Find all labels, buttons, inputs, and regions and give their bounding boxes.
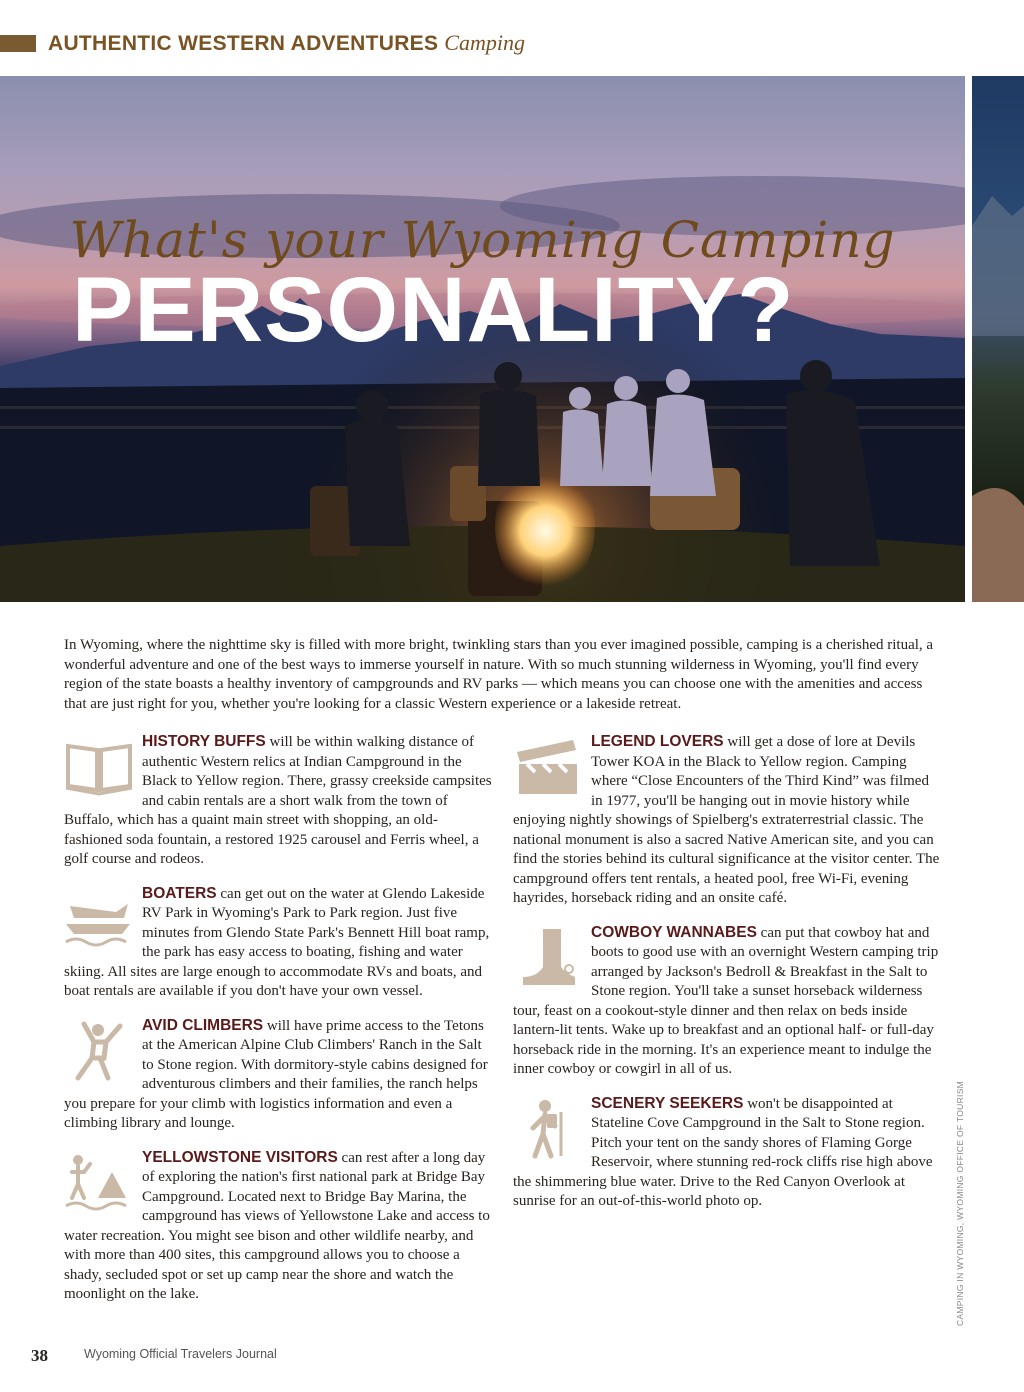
yellowstone-visitors-text: can rest after a long day of exploring the nation's first national park at Bridge Bay Campground. Located next to Bridge Bay Marina, the campground has views of Yellowstone Lake and access to water recreation. You might see bison and other wildlife nearby, and with more than 400 sites, this campground allows you to choose a shady, secluded spot or set up camp near the shore and watch the moonlight on the lake. — [64, 1149, 490, 1302]
adjacent-photo-strip — [972, 76, 1024, 602]
section-header — [48, 30, 525, 56]
header-accent-bar — [0, 35, 36, 52]
adjacent-photo-illustration — [972, 76, 1024, 602]
clapperboard-icon — [513, 736, 583, 798]
section-avid-climbers — [64, 1016, 494, 1134]
section-subtitle: Camping — [444, 30, 525, 55]
hero-photo-campfire — [0, 76, 965, 602]
photo-credit: CAMPING IN WYOMING, WYOMING OFFICE OF TOURISM — [955, 1080, 965, 1326]
page-number: 38 — [31, 1346, 48, 1365]
legend-lovers-title: LEGEND LOVERS — [591, 733, 724, 750]
section-boaters — [64, 884, 494, 1002]
hero-script-title: What's your Wyoming Camping — [69, 211, 896, 269]
section-scenery-seekers — [513, 1094, 943, 1212]
publication-name: Wyoming Official Travelers Journal — [84, 1347, 277, 1361]
book-icon — [64, 736, 134, 798]
section-cowboy-wannabes — [513, 923, 943, 1080]
boat-icon — [64, 888, 134, 950]
intro-paragraph: In Wyoming, where the nighttime sky is filled with more bright, twinkling stars than you ever imagined possible, camping is a cherished ritual, a wonderful adventure and one of the best ways to immerse yourself in nature. With so much stunning wilderness in Wyoming, you'll find every region of the state boasts a healthy inventory of campgrounds and RV parks — which means you can choose one with the amenities and access that are just right for you, whether you're looking for a classic Western experience or a lakeside retreat. — [64, 637, 934, 712]
avid-climbers-text: will have prime access to the Tetons at the American Alpine Club Climbers' Ranch in the Salt to Stone region. With dormitory-style cabins designed for adventurous climbers and their families, the ranch helps you prepare for your climb with logistics information and even a climbing library and lounge. — [64, 1017, 488, 1131]
section-history-buffs — [64, 732, 494, 870]
section-legend-lovers — [513, 732, 943, 909]
boaters-title: BOATERS — [142, 884, 217, 902]
scenery-seekers-text: won't be disappointed at Stateline Cove Campground in the Salt to Stone region. Pitch your tent on the sandy shores of Flaming Gorge Reservoir, where stunning red-rock cliffs rise high above the shimmering blue water. Drive to the Red Canyon Overlook at sunrise for an out-of-this-world photo op. — [513, 1095, 933, 1209]
hero-title: PERSONALITY? — [72, 259, 795, 361]
section-yellowstone-visitors — [64, 1148, 494, 1305]
cowboy-wannabes-text: can put that cowboy hat and boots to good use with an overnight Western camping trip arranged by Jackson's Bedroll & Breakfast in the Salt to Stone region. You'll take a sunset horseback wilderness tour, feast on a cookout-style dinner and then relax on beds inside lantern-lit tents. Wake up to breakfast and an optional half- or full-day horseback ride in the morning. It's an experience meant to indulge the inner cowboy or cowgirl in all of us. — [513, 924, 939, 1077]
camper-tent-icon — [64, 1152, 134, 1214]
section-title: AUTHENTIC WESTERN ADVENTURES — [48, 32, 439, 55]
cowboy-wannabes-title: COWBOY WANNABES — [591, 923, 757, 941]
history-buffs-title: HISTORY BUFFS — [142, 733, 266, 750]
avid-climbers-title: AVID CLIMBERS — [142, 1016, 264, 1034]
yellowstone-visitors-title: YELLOWSTONE VISITORS — [142, 1148, 338, 1166]
history-buffs-text: will be within walking distance of authentic Western relics at Indian Campground in the Black to Yellow region. There, grassy creekside campsites and cabin rentals are a short walk from the town of Buffalo, which has a quaint main street with shopping, an old-fashioned soda fountain, a restored 1925 carousel and Ferris wheel, a golf course and rodeos. — [64, 734, 492, 867]
hiker-icon — [513, 1098, 583, 1160]
scenery-seekers-title: SCENERY SEEKERS — [591, 1094, 744, 1112]
climber-icon — [64, 1020, 134, 1082]
cowboy-boot-icon — [513, 927, 583, 989]
right-column — [513, 732, 943, 1226]
legend-lovers-text: will get a dose of lore at Devils Tower KOA in the Black to Yellow region. Camping where “Close Encounters of the Third Kind” was filmed in 1977, you'll be hanging out in movie history while enjoying nightly showings of Spielberg's extraterrestrial classic. The national monument is also a sacred Native American site, and you can find the stories behind its cultural significance at the visitor center. The campground offers tent rentals, a heated pool, free Wi-Fi, evening hayrides, horseback riding and an onsite café. — [513, 734, 940, 906]
left-column — [64, 732, 494, 1319]
boaters-text: can get out on the water at Glendo Lakeside RV Park in Wyoming's Park to Park region. Just five minutes from Glendo State Park's Bennett Hill boat ramp, the park has easy access to boating, fishing and water skiing. All sites are large enough to accommodate RVs and boats, and boat rentals are available if you don't have your own vessel. — [64, 885, 490, 999]
